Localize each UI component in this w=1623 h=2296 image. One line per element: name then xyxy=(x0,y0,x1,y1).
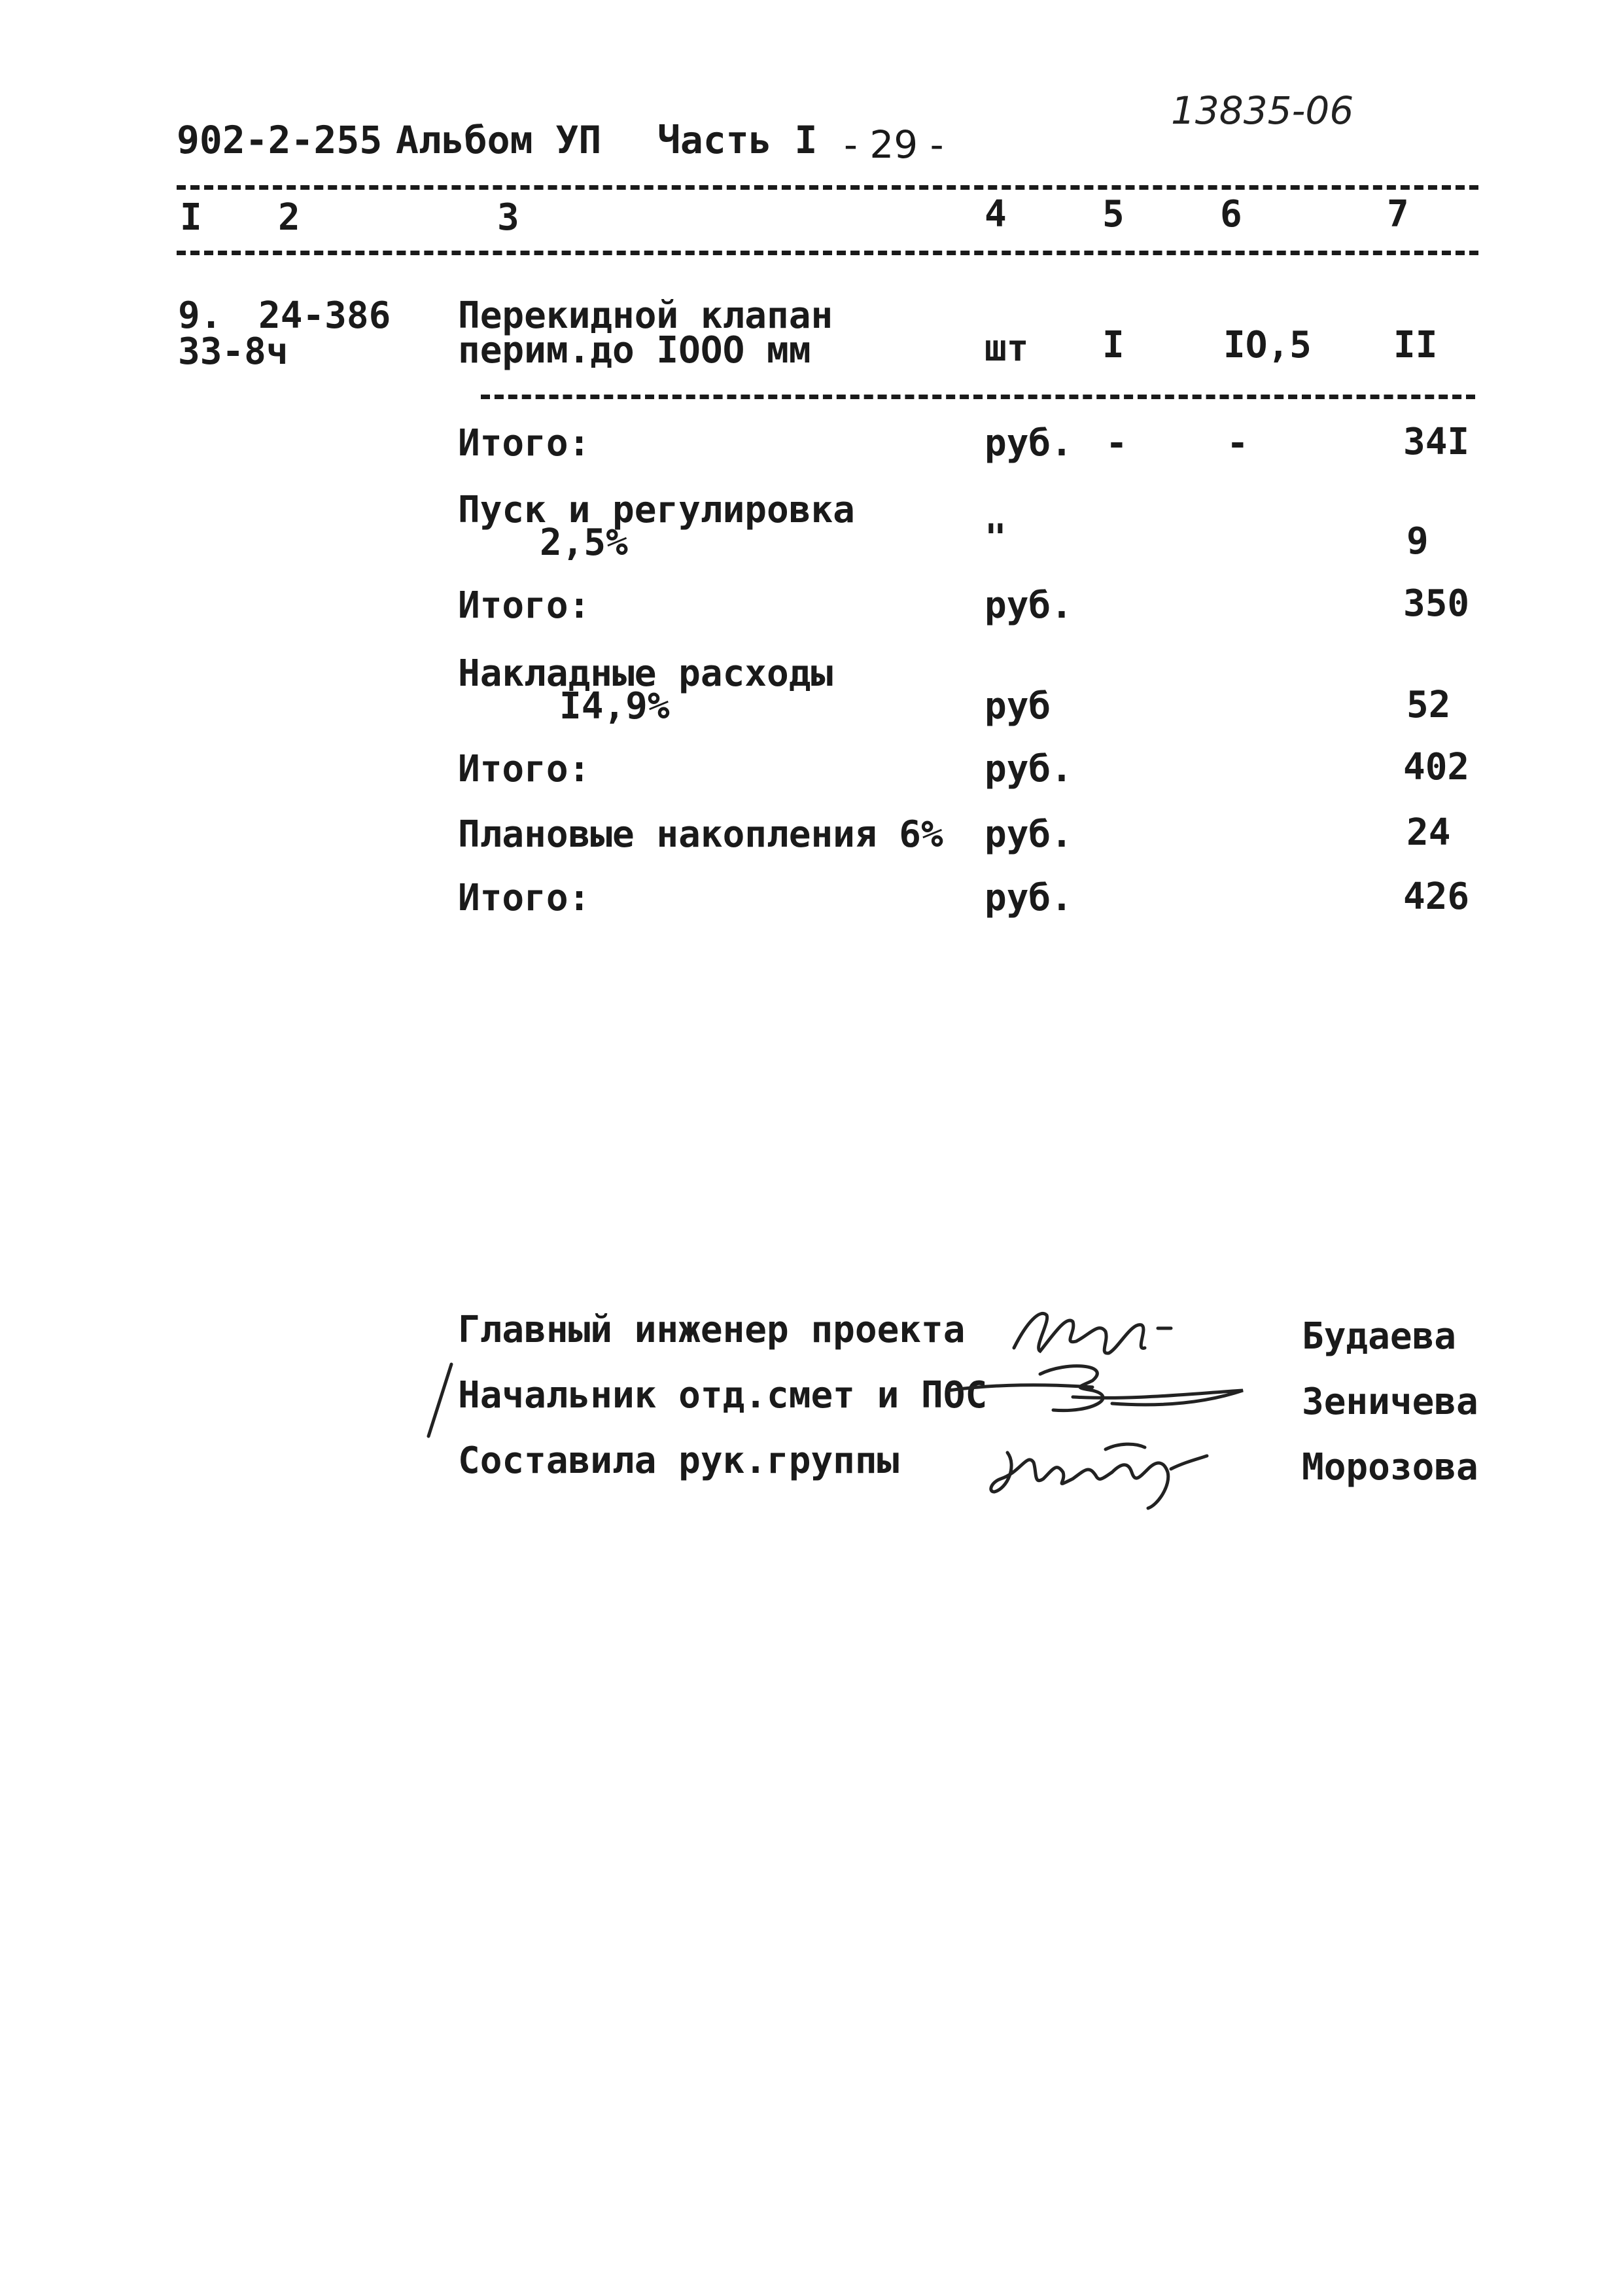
subtotal-3-total: 402 xyxy=(1403,746,1470,788)
signature-mark-zenicheva xyxy=(942,1354,1256,1426)
col-number-3: 3 xyxy=(497,196,519,239)
overhead-rate: I4,9% xyxy=(559,685,670,728)
overhead-unit: руб xyxy=(985,685,1051,728)
subtotal-1-unit: руб. xyxy=(985,422,1073,465)
item-unit: шт xyxy=(985,327,1029,370)
item-qty: I xyxy=(1102,324,1125,366)
hand-slash-mark xyxy=(419,1358,458,1443)
col-number-2: 2 xyxy=(278,196,300,239)
subtotal-2-label: Итого: xyxy=(458,584,591,627)
grand-total-label: Итого: xyxy=(458,877,591,919)
commissioning-total: 9 xyxy=(1406,520,1429,563)
subtotal-2-unit: руб. xyxy=(985,584,1073,627)
subtotal-2-total: 350 xyxy=(1403,582,1470,625)
item-total: II xyxy=(1393,324,1438,366)
subtotal-3-unit: руб. xyxy=(985,748,1073,790)
signature-role-department-head: Начальник отд.смет и ПОС xyxy=(458,1374,988,1417)
item-rule xyxy=(481,395,1475,399)
col-number-6: 6 xyxy=(1220,193,1242,236)
subtotal-1-label: Итого: xyxy=(458,422,591,465)
part-label: Часть I xyxy=(657,118,818,162)
subtotal-1-total: 34I xyxy=(1403,421,1470,463)
document-code: 902-2-255 xyxy=(177,118,383,162)
item-code-1: 24-386 xyxy=(258,294,391,337)
header-rule-bottom xyxy=(177,251,1478,255)
commissioning-rate: 2,5% xyxy=(540,521,628,564)
signature-name-chief-engineer: Будаева xyxy=(1302,1315,1457,1358)
signature-name-department-head: Зеничева xyxy=(1302,1381,1478,1423)
subtotal-1-price: - xyxy=(1227,422,1249,465)
archive-stamp-number: 13835-06 xyxy=(1171,88,1354,133)
album-label: Альбом УП xyxy=(396,118,602,162)
planned-savings-total: 24 xyxy=(1406,811,1451,854)
col-number-4: 4 xyxy=(985,193,1007,236)
overhead-label: Накладные расходы xyxy=(458,652,833,695)
page-number: - 29 - xyxy=(844,122,944,167)
grand-total-unit: руб. xyxy=(985,877,1073,919)
col-number-5: 5 xyxy=(1102,193,1125,236)
item-name-2: перим.до IOOO мм xyxy=(458,329,811,372)
signature-role-compiler: Составила рук.группы xyxy=(458,1439,899,1482)
item-name-1: Перекидной клапан xyxy=(458,294,833,337)
signature-name-compiler: Морозова xyxy=(1302,1446,1478,1489)
planned-savings-unit: руб. xyxy=(985,813,1073,856)
subtotal-1-qty: - xyxy=(1106,422,1128,465)
signature-mark-morozova xyxy=(981,1426,1230,1511)
commissioning-unit: " xyxy=(985,517,1007,559)
planned-savings-label: Плановые накопления 6% xyxy=(458,813,943,856)
item-number: 9. xyxy=(178,294,222,337)
header-rule-top xyxy=(177,185,1478,190)
subtotal-3-label: Итого: xyxy=(458,748,591,790)
commissioning-label: Пуск и регулировка xyxy=(458,489,855,531)
overhead-total: 52 xyxy=(1406,684,1451,726)
col-number-7: 7 xyxy=(1387,193,1409,236)
item-code-2: 33-8ч xyxy=(178,330,288,373)
col-number-1: I xyxy=(180,196,202,239)
grand-total-value: 426 xyxy=(1403,875,1470,918)
signature-role-chief-engineer: Главный инженер проекта xyxy=(458,1309,966,1351)
item-price: IO,5 xyxy=(1223,324,1312,366)
